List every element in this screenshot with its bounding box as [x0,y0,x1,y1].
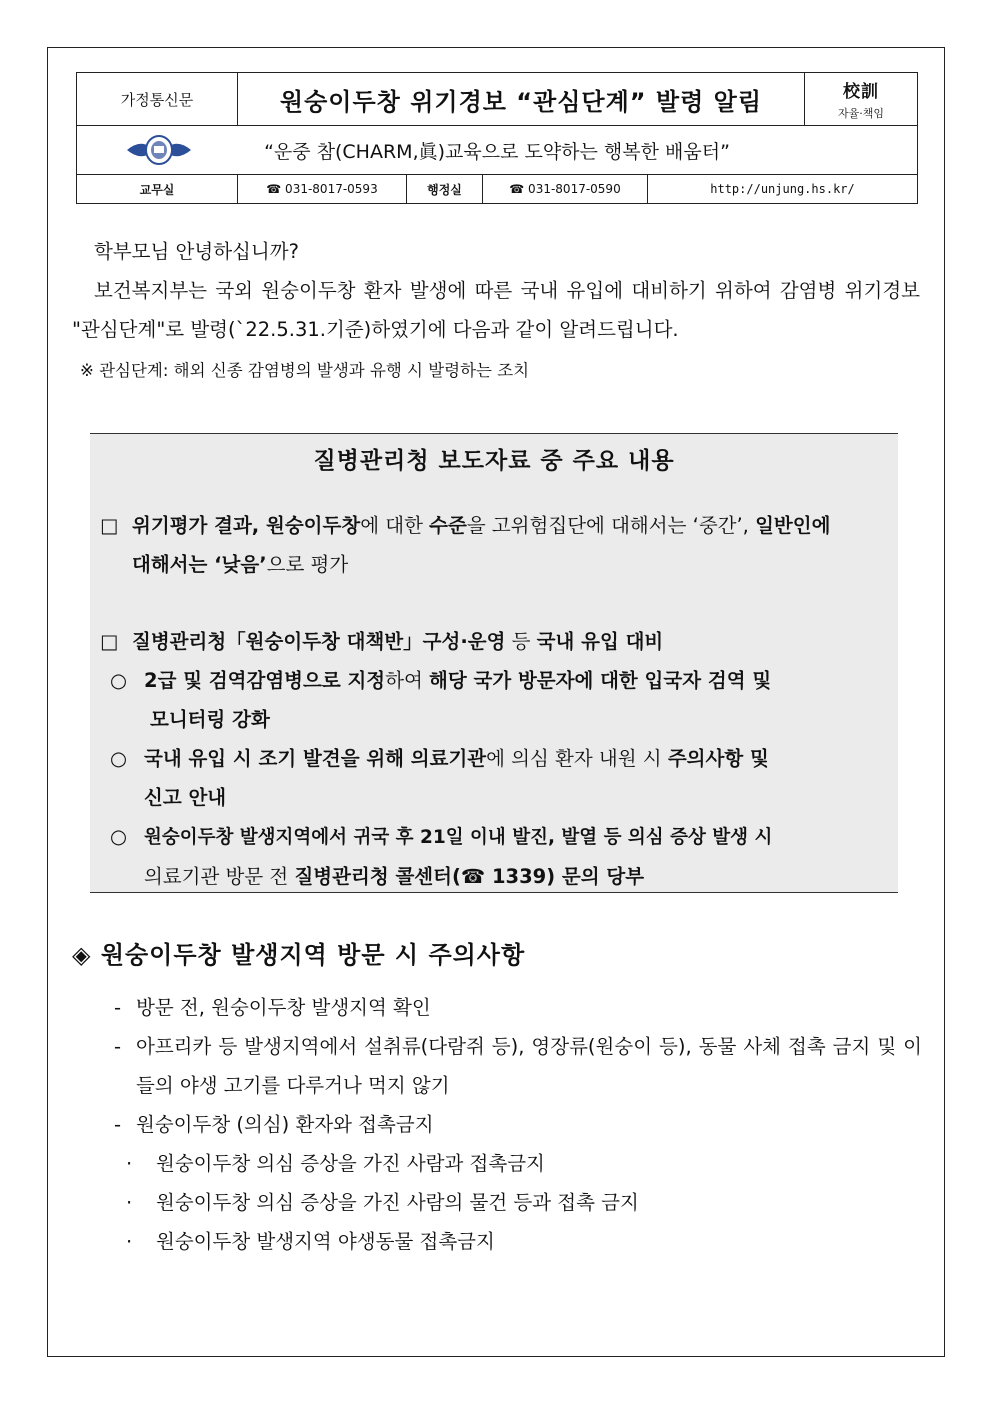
list-item [110,1222,922,1261]
checkbox-marker-icon: □ [100,514,119,537]
list-item-text: 원숭이두창 의심 증상을 가진 사람과 접촉금지 [156,1152,545,1175]
motto-main: 校訓 [842,82,879,102]
box-item-1: □ 위기평가 결과, 원숭이두창에 대한 수준을 고위험집단에 대해서는 ‘중간’, 일반인에 대해서는 ‘낮음’으로 평가 [100,506,890,584]
bullet-dot-icon: · [126,1191,133,1214]
office2-label: 행정실 [407,175,483,204]
dash-marker-icon: - [114,996,122,1019]
slogan-row [77,126,918,175]
list-item-text: 아프리카 등 발생지역에서 설취류(다람쥐 등), 영장류(원숭이 등), 동물 사체 접촉 금지 및 이들의 야생 고기를 다루거나 먹지 않기 [136,1035,922,1097]
list-item-text: 원숭이두창 의심 증상을 가진 사람의 물건 등과 접촉 금지 [156,1191,639,1214]
header-table [76,72,918,204]
intro-body: 보건복지부는 국외 원숭이두창 환자 발생에 따른 국내 유입에 대비하기 위하여 감염병 위기경보 "관심단계"로 발령(`22.5.31.기준)하였기에 다음과 같이 알려드립니다. [72,279,920,341]
circle-marker-icon: ○ [110,747,128,770]
motto-sub: 자율·책임 [837,107,884,120]
box-subitem-2: ○ 국내 유입 시 조기 발견을 위해 의료기관에 의심 환자 내원 시 주의사항 및 신고 안내 [110,739,890,817]
school-emblem-icon [125,134,193,166]
dash-marker-icon: - [114,1035,122,1058]
office2-phone: ☎ 031-8017-0590 [483,175,648,204]
checkbox-marker-icon: □ [100,630,119,653]
circle-marker-icon: ○ [110,825,128,848]
box-title: 질병관리청 보도자료 중 주요 내용 [313,448,675,474]
school-motto [804,73,917,126]
newsletter-label: 가정통신문 [77,73,238,126]
greeting: 학부모님 안녕하십니까? [94,240,299,263]
list-item [110,1105,922,1144]
dash-marker-icon: - [114,1113,122,1136]
box-subitem-1: ○ 2급 및 검역감염병으로 지정하여 해당 국가 방문자에 대한 입국자 검역 및 모니터링 강화 [110,661,890,739]
school-url-link[interactable]: http://unjung.hs.kr/ [648,175,918,204]
precautions-list [110,988,922,1261]
box-subitem-3: ○ 원숭이두창 발생지역에서 귀국 후 21일 이내 발진, 발열 등 의심 증상 발생 시 의료기관 방문 전 질병관리청 콜센터(☎ 1339) 문의 당부 [110,817,890,896]
bullet-dot-icon: · [126,1230,133,1253]
list-item-text: 방문 전, 원숭이두창 발생지역 확인 [136,996,431,1019]
circle-marker-icon: ○ [110,669,128,692]
list-item [110,1183,922,1222]
alert-level-note: ※ 관심단계: 해외 신종 감염병의 발생과 유행 시 발령하는 조치 [80,361,530,380]
list-item [110,1027,922,1105]
press-release-box [90,433,898,893]
list-item-text: 원숭이두창 발생지역 야생동물 접촉금지 [156,1230,495,1253]
box-item-2: □ 질병관리청「원숭이두창 대책반」구성·운영 등 국내 유입 대비 [100,622,890,661]
office1-phone: ☎ 031-8017-0593 [238,175,407,204]
intro-section [72,232,920,349]
precautions-heading: ◈ 원숭이두창 발생지역 방문 시 주의사항 [72,941,526,969]
office1-label: 교무실 [77,175,238,204]
list-item [110,988,922,1027]
school-slogan: “운중 참(CHARM,眞)교육으로 도약하는 행복한 배움터” [264,140,730,163]
bullet-dot-icon: · [126,1152,133,1175]
list-item-text: 원숭이두창 (의심) 환자와 접촉금지 [136,1113,434,1136]
page-title: 원숭이두창 위기경보 “관심단계” 발령 알림 [238,73,805,126]
list-item [110,1144,922,1183]
